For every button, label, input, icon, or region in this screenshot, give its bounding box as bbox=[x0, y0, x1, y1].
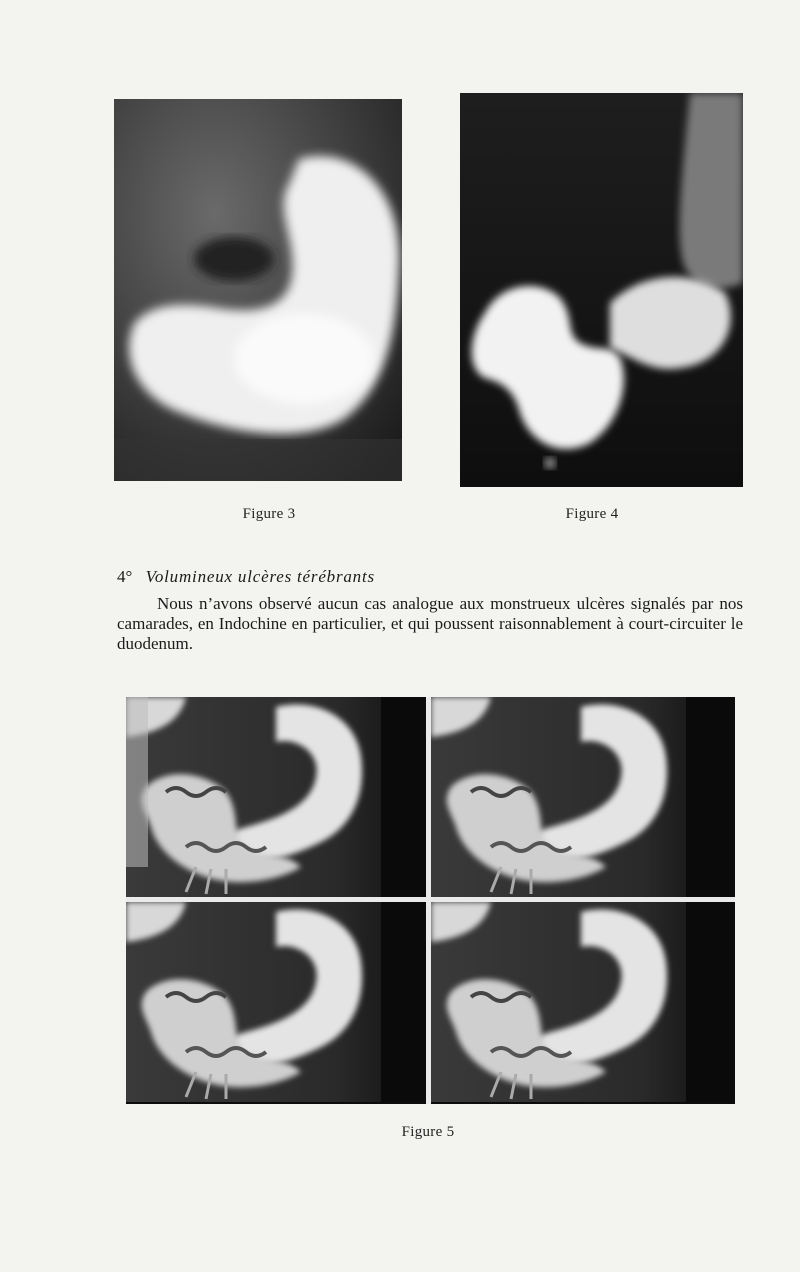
figure-3-caption: Figure 3 bbox=[242, 506, 296, 522]
section-heading bbox=[117, 567, 375, 587]
figure-5-caption: Figure 5 bbox=[401, 1124, 455, 1140]
figure-4-xray-image bbox=[460, 93, 743, 487]
figure-3-xray-image bbox=[114, 99, 402, 481]
figure-4-caption: Figure 4 bbox=[565, 506, 619, 522]
section-number: 4° bbox=[117, 567, 133, 586]
section-title: Volumineux ulcères térébrants bbox=[145, 567, 375, 586]
body-paragraph-block bbox=[117, 594, 743, 654]
body-paragraph: Nous n’avons observé aucun cas analogue aux monstrueux ulcères signalés par nos camarades, en Indochine en particulier, et qui poussent raisonnablement à court-circuiter le duodenum. bbox=[117, 594, 743, 653]
figure-5-xray-series bbox=[126, 697, 735, 1104]
